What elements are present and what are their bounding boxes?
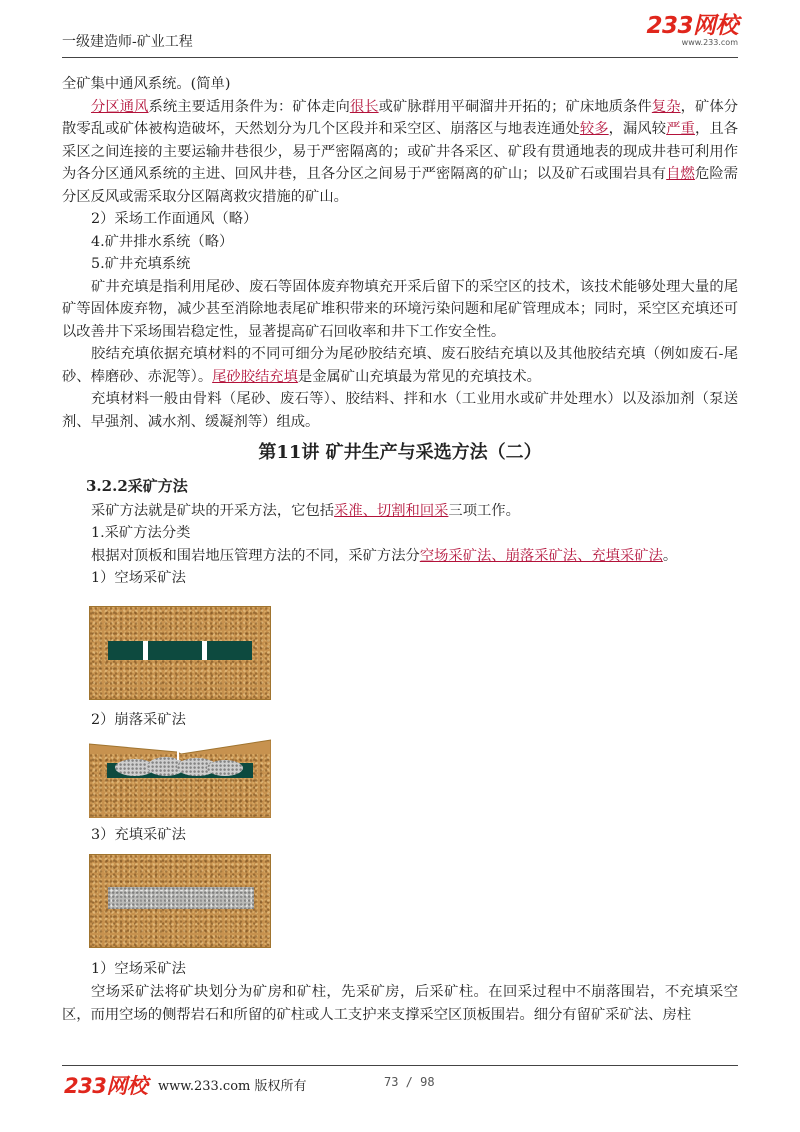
text-run: ，矿体分散零乱或矿体被构造破坏，天然划分为几个区段并和采空区、崩落区与地表连通处 (62, 98, 739, 137)
line-mine-backfill: 5.矿井充填系统 (91, 256, 191, 272)
highlight-term: 很长 (349, 98, 379, 115)
logo-url: www.233.com (681, 38, 738, 47)
logo-text: 233网校 (646, 13, 738, 39)
highlight-term: 空场采矿法、崩落采矿法、充填采矿法 (419, 547, 663, 564)
text-run: 是金属矿山充填最为常见的充填技术。 (297, 368, 541, 385)
open-stope-void (108, 641, 252, 660)
figure3-caption: 3）充填采矿法 (91, 827, 186, 843)
footer-divider (62, 1065, 738, 1066)
text-run: ，漏风较 (608, 121, 667, 137)
text-run: 。 (662, 547, 678, 564)
text-run: 三项工作。 (448, 502, 520, 519)
document-body (62, 73, 738, 590)
figure-caving (89, 738, 271, 818)
text-run: 或矿脉群用平硐溜井开拓的；矿床地质条件 (378, 98, 652, 115)
figure-open-stoping (89, 606, 271, 700)
text-run: 危险需分区反风或需采取分区隔离救灾措施的矿山。 (62, 166, 739, 205)
para-central-vent: 全矿集中通风系统。(简单) (62, 76, 231, 92)
text-run: 根据对顶板和围岩地压管理方法的不同，采矿方法分 (91, 547, 420, 564)
para-method-classification (62, 545, 738, 568)
backfill-layer (108, 887, 254, 909)
header-divider (62, 57, 738, 58)
line-mine-drainage: 4.矿井排水系统（略） (91, 233, 234, 250)
highlight-term: 采准、切割和回采 (334, 502, 449, 519)
chapter-title: 第11讲 矿井生产与采选方法（二） (258, 442, 542, 463)
figure1-caption: 1）空场采矿法 (91, 570, 186, 586)
line-face-ventilation: 2）采场工作面通风（略） (91, 211, 258, 227)
section-title: 3.2.2采矿方法 (86, 477, 188, 495)
footer-copyright: www.233.com 版权所有 (158, 1079, 307, 1094)
highlight-term: 严重 (666, 121, 695, 137)
surface-crack (177, 746, 179, 760)
para-zoned-vent (62, 96, 738, 209)
line-open-stoping: 1）空场采矿法 (91, 961, 186, 977)
highlight-term: 自燃 (666, 166, 695, 182)
text-run: 采矿方法就是矿块的开采方法，它包括 (91, 502, 335, 519)
highlight-term: 尾砂胶结充填 (212, 368, 298, 385)
highlight-term: 分区通风 (91, 98, 149, 115)
figure2-caption: 2）崩落采矿法 (91, 712, 186, 728)
page-number: 73 / 98 (384, 1075, 435, 1089)
figure-cut-and-fill (89, 854, 271, 948)
ore-pillar-left (143, 641, 148, 660)
ore-pillar-right (202, 641, 207, 660)
header-title: 一级建造师-矿业工程 (62, 34, 193, 50)
text-run: ，且各采区之间连接的主要运输井巷很少，易于严密隔离的；或矿井各采区、矿段有贯通地表的现成井巷可利用作为各分区通风系统的主进、回风井巷，且各分区之间易于严密隔离的矿山；以及矿石或围岩具有 (62, 121, 739, 182)
line-method-classification: 1.采矿方法分类 (91, 525, 191, 541)
para-cemented-fill (62, 343, 738, 388)
text-run: 胶结充填依据充填材料的不同可细分为尾砂胶结充填、废石胶结充填以及其他胶结充填（例如废石-尾砂、棒磨砂、赤泥等）。 (62, 346, 738, 385)
caved-rubble (207, 760, 243, 776)
highlight-term: 复杂 (651, 98, 681, 115)
brand-logo[interactable] (646, 14, 738, 48)
footer-logo[interactable]: 233网校 (64, 1074, 148, 1098)
text-run: 系统主要适用条件为：矿体走向 (148, 98, 350, 115)
para-open-stoping: 空场采矿法将矿块划分为矿房和矿柱，先采矿房，后采矿柱。在回采过程中不崩落围岩，不充填采空区，而用空场的侧帮岩石和所留的矿柱或人工支护来支撑采空区顶板围岩。细分有留矿采矿法、房柱 (62, 984, 738, 1023)
para-mining-definition (62, 500, 738, 523)
page-header (62, 0, 738, 56)
para-backfill: 矿井充填是指利用尾砂、废石等固体废弃物填充开采后留下的采空区的技术，该技术能够处理大量的尾矿等固体废弃物，减少甚至消除地表尾矿堆积带来的环境污染问题和尾矿管理成本；同时，采空区充填还可以改善井下采场围岩稳定性，显著提高矿石回收率和井下工作安全性。 (62, 278, 738, 340)
page-footer (62, 1070, 738, 1098)
highlight-term: 较多 (579, 121, 609, 137)
para-fill-materials: 充填材料一般由骨料（尾砂、废石等）、胶结料、拌和水（工业用水或矿井处理水）以及添加剂（泵送剂、早强剂、减水剂、缓凝剂等）组成。 (62, 391, 738, 430)
